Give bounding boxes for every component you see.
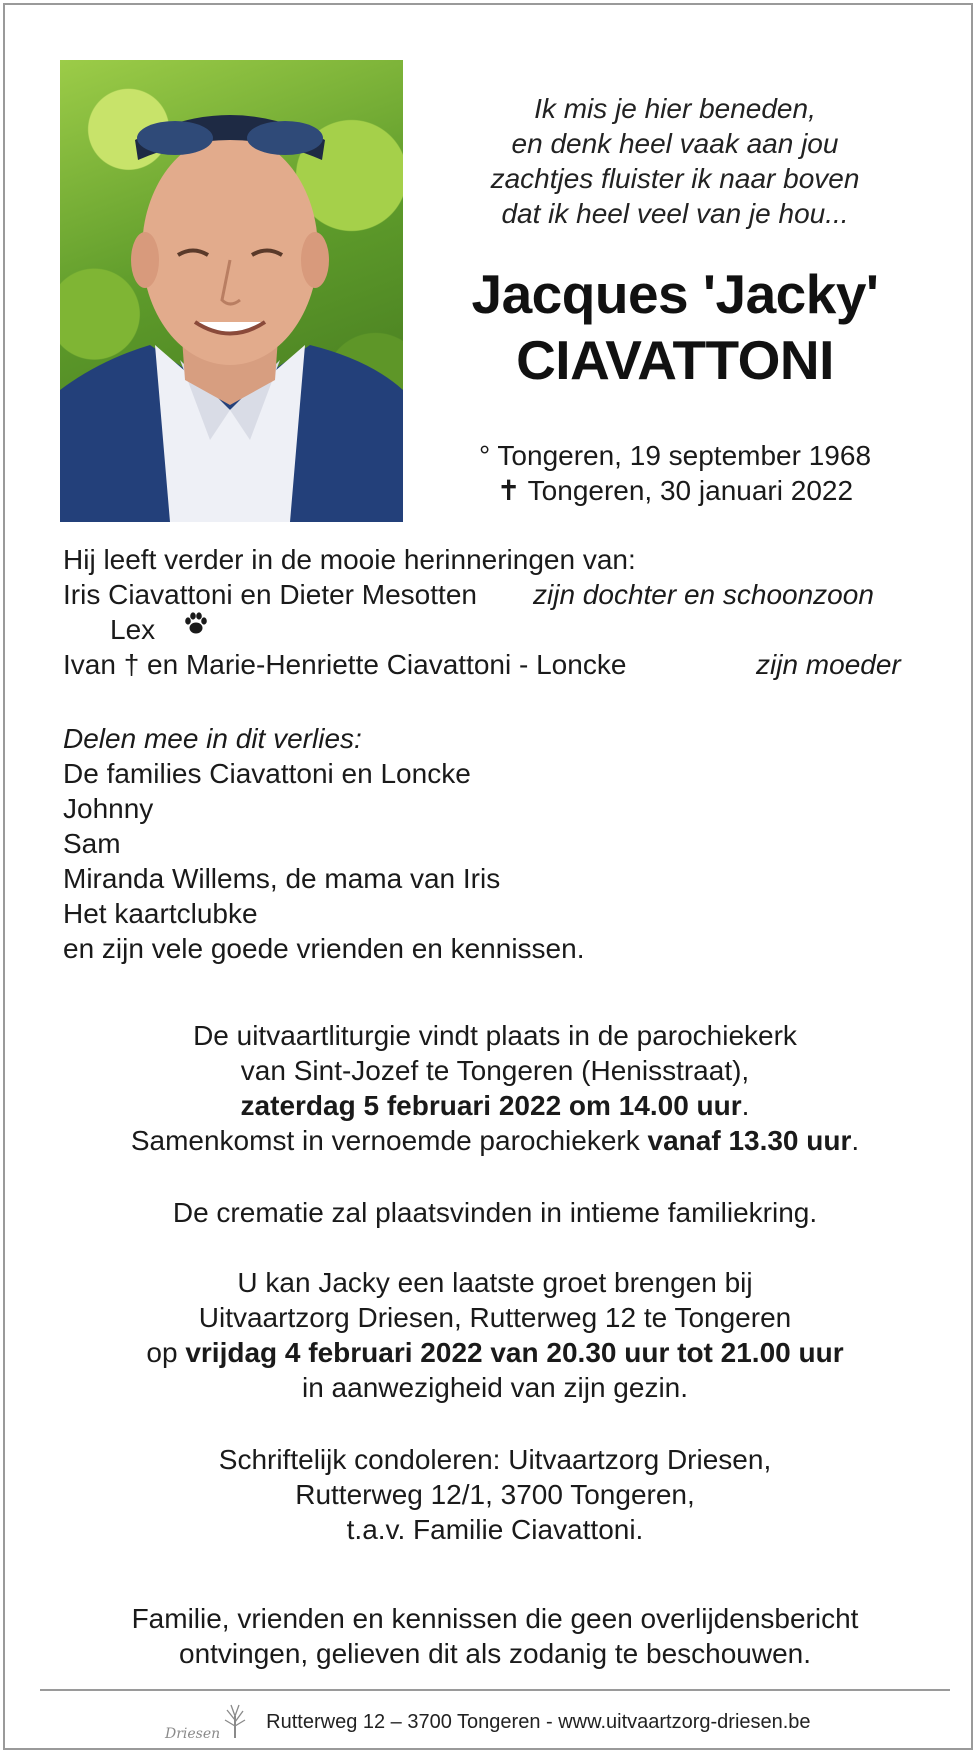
footer-divider <box>40 1689 950 1691</box>
sharing-item: Miranda Willems, de mama van Iris <box>63 863 501 894</box>
farewell-section <box>45 1265 945 1405</box>
tree-logo-icon <box>222 1702 248 1742</box>
liturgy-section <box>45 1018 945 1158</box>
sharing-item: Johnny <box>63 793 154 824</box>
paw-icon <box>183 610 209 645</box>
footer-address: Rutterweg 12 – 3700 Tongeren - www.uitvaartzorg-driesen.be <box>266 1710 811 1733</box>
condolences-section <box>45 1442 945 1547</box>
sharing-item: Sam <box>63 828 121 859</box>
poem-line: dat ik heel veel van je hou... <box>501 198 849 229</box>
farewell-datetime: vrijdag 4 februari 2022 van 20.30 uur tot 21.00 uur <box>185 1337 844 1368</box>
poem-line: en denk heel vaak aan jou <box>511 128 839 159</box>
liturgy-line: De uitvaartliturgie vindt plaats in de parochiekerk <box>193 1020 797 1051</box>
portrait-photo <box>60 60 403 522</box>
survivor-row <box>63 577 874 612</box>
condolences-line: Rutterweg 12/1, 3700 Tongeren, <box>295 1479 695 1510</box>
liturgy-datetime: zaterdag 5 februari 2022 om 14.00 uur <box>240 1090 742 1121</box>
sharing-item: en zijn vele goede vrienden en kennissen. <box>63 933 585 964</box>
name-line-2: CIAVATTONI <box>516 329 834 391</box>
sharing-section <box>63 721 584 966</box>
survivors-intro: Hij leeft verder in de mooie herinneringen van: <box>63 544 636 575</box>
survivor-name: Iris Ciavattoni en Dieter Mesotten <box>63 579 477 610</box>
portrait-illustration <box>60 60 403 522</box>
obituary-card <box>3 3 973 1750</box>
liturgy-line: van Sint-Jozef te Tongeren (Henisstraat), <box>240 1055 750 1086</box>
poem-line: zachtjes fluister ik naar boven <box>490 163 860 194</box>
notice-line: Familie, vrienden en kennissen die geen overlijdensbericht <box>131 1603 859 1634</box>
gathering-time: vanaf 13.30 uur <box>647 1125 852 1156</box>
sharing-item: De families Ciavattoni en Loncke <box>63 758 471 789</box>
condolences-line: Schriftelijk condoleren: Uitvaartzorg Driesen, <box>218 1444 772 1475</box>
liturgy-line: Samenkomst in vernoemde parochiekerk vanaf 13.30 uur. <box>130 1125 860 1156</box>
notice-line: ontvingen, gelieven dit als zodanig te beschouwen. <box>179 1638 811 1669</box>
farewell-line: Uitvaartzorg Driesen, Rutterweg 12 te Tongeren <box>198 1302 792 1333</box>
farewell-line: U kan Jacky een laatste groet brengen bij <box>237 1267 753 1298</box>
sharing-intro: Delen mee in dit verlies: <box>63 723 362 754</box>
poem <box>445 91 905 231</box>
death-date: ✝ Tongeren, 30 januari 2022 <box>496 475 854 506</box>
cremation-line: De crematie zal plaatsvinden in intieme familiekring. <box>172 1197 818 1228</box>
life-dates <box>445 438 905 508</box>
survivor-row <box>63 647 901 682</box>
farewell-line: op vrijdag 4 februari 2022 van 20.30 uur tot 21.00 uur <box>146 1337 844 1368</box>
funeral-home-logo: Driesen <box>165 1702 248 1742</box>
survivor-name: Ivan † en Marie-Henriette Ciavattoni - Loncke <box>63 649 627 680</box>
survivor-row <box>63 612 636 647</box>
survivor-relation: zijn moeder <box>756 649 901 680</box>
survivor-relation: zijn dochter en schoonzoon <box>533 579 874 610</box>
birth-date: ° Tongeren, 19 september 1968 <box>478 440 872 471</box>
farewell-line: in aanwezigheid van zijn gezin. <box>301 1372 689 1403</box>
footer <box>165 1700 811 1744</box>
cremation-section <box>45 1195 945 1230</box>
name-line-1: Jacques 'Jacky' <box>471 263 879 325</box>
survivor-name: Lex <box>110 614 156 645</box>
sharing-item: Het kaartclubke <box>63 898 258 929</box>
survivors-section <box>63 542 901 682</box>
liturgy-line: zaterdag 5 februari 2022 om 14.00 uur. <box>240 1090 750 1121</box>
deceased-name <box>435 261 915 393</box>
poem-line: Ik mis je hier beneden, <box>534 93 816 124</box>
condolences-line: t.a.v. Familie Ciavattoni. <box>346 1514 644 1545</box>
notice-section <box>45 1601 945 1671</box>
